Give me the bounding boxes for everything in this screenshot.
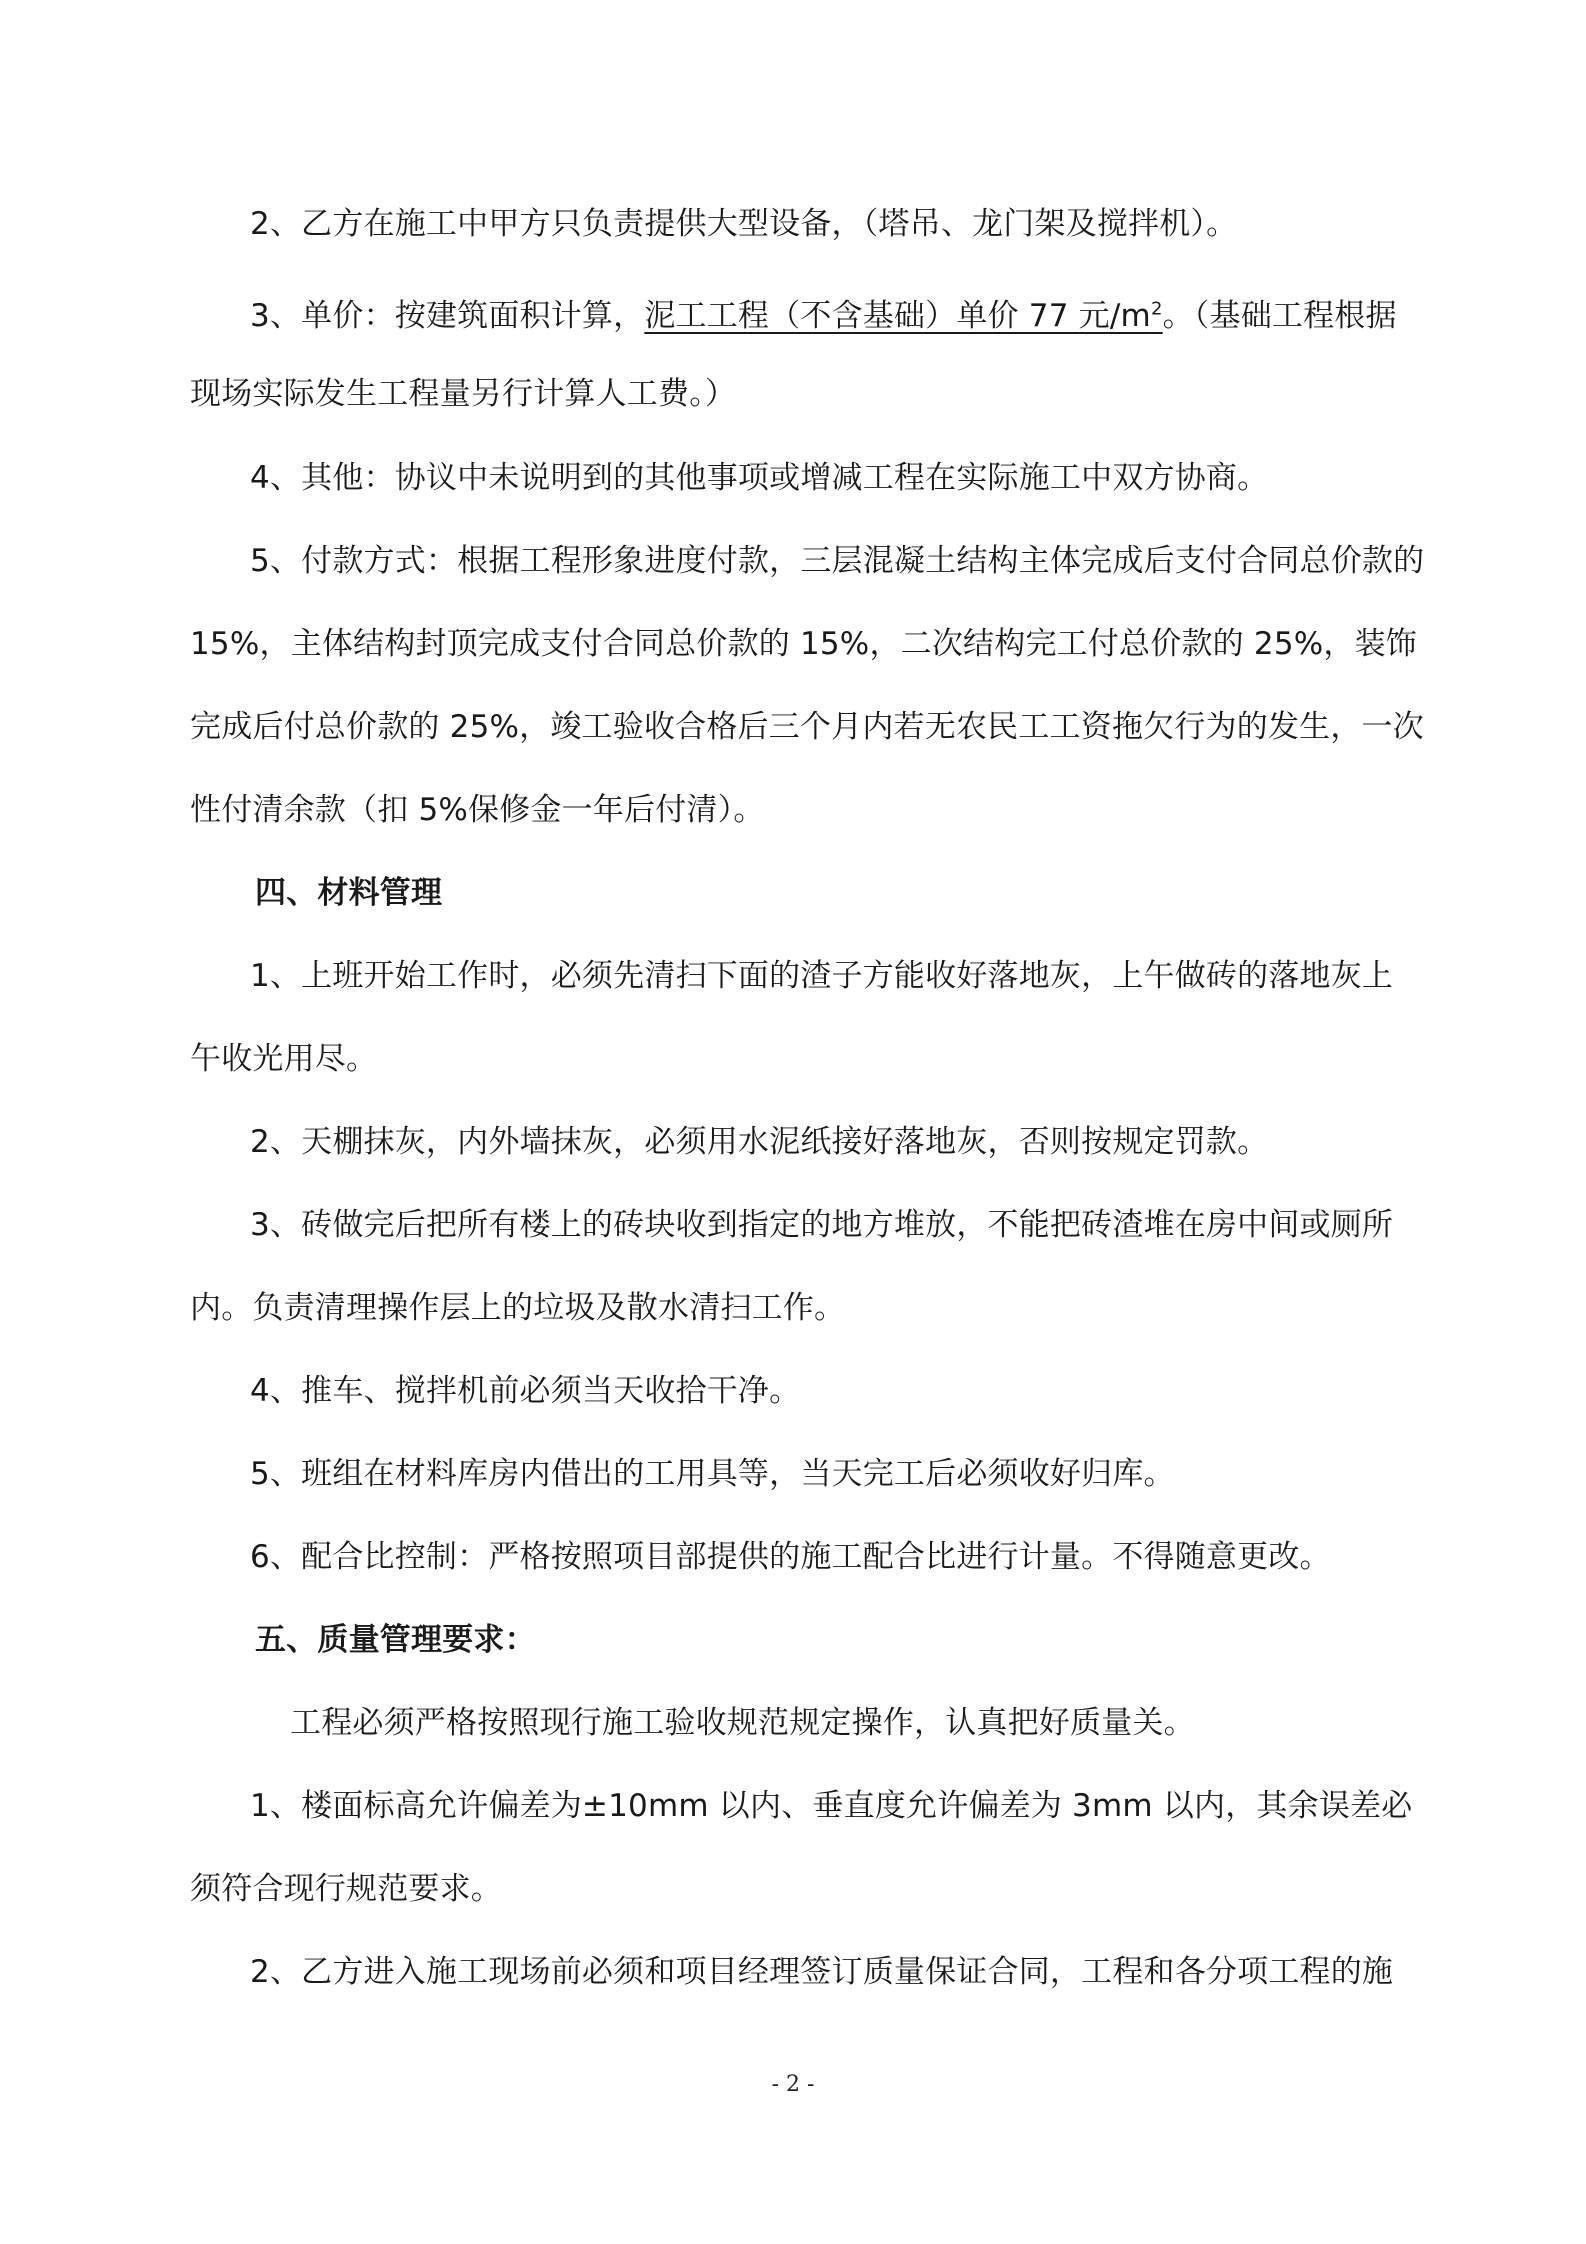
paragraph-line: 3、砖做完后把所有楼上的砖块收到指定的地方堆放，不能把砖渣堆在房中间或厕所 [250, 1207, 1394, 1243]
paragraph-line: 15%，主体结构封顶完成支付合同总价款的 15%，二次结构完工付总价款的 25%，装饰 [190, 626, 1418, 662]
text-span: 3、单价：按建筑面积计算， [250, 298, 645, 334]
paragraph-line: 1、楼面标高允许偏差为±10mm 以内、垂直度允许偏差为 3mm 以内，其余误差必 [250, 1788, 1413, 1824]
paragraph-line: 5、付款方式：根据工程形象进度付款，三层混凝土结构主体完成后支付合同总价款的 [250, 543, 1425, 579]
paragraph-line: 6、配合比控制：严格按照项目部提供的施工配合比进行计量。不得随意更改。 [250, 1539, 1331, 1575]
section-heading: 五、质量管理要求： [255, 1622, 536, 1658]
text-span: 。（基础工程根据 [1162, 298, 1397, 334]
paragraph-line: 2、天棚抹灰，内外墙抹灰，必须用水泥纸接好落地灰，否则按规定罚款。 [250, 1124, 1269, 1160]
paragraph-line: 工程必须严格按照现行施工验收规范规定操作，认真把好质量关。 [290, 1705, 1195, 1741]
paragraph-line: 5、班组在材料库房内借出的工用具等，当天完工后必须收好归库。 [250, 1456, 1175, 1492]
paragraph-line: 1、上班开始工作时，必须先清扫下面的渣子方能收好落地灰，上午做砖的落地灰上 [250, 958, 1394, 994]
section-heading: 四、材料管理 [255, 875, 443, 911]
paragraph-line: 性付清余款（扣 5%保修金一年后付清）。 [190, 792, 765, 828]
paragraph-line: 须符合现行规范要求。 [190, 1871, 502, 1907]
paragraph-line: 4、推车、搅拌机前必须当天收拾干净。 [250, 1373, 801, 1409]
superscript: 2 [1150, 298, 1163, 320]
paragraph-line [250, 296, 1490, 336]
paragraph-line: 4、其他：协议中未说明到的其他事项或增减工程在实际施工中双方协商。 [250, 460, 1269, 496]
underlined-text [644, 298, 1162, 334]
paragraph-line: 2、乙方在施工中甲方只负责提供大型设备，（塔吊、龙门架及搅拌机）。 [250, 206, 1238, 242]
paragraph-line: 内。负责清理操作层上的垃圾及散水清扫工作。 [190, 1290, 846, 1326]
paragraph-line: 2、乙方进入施工现场前必须和项目经理签订质量保证合同，工程和各分项工程的施 [250, 1954, 1394, 1990]
paragraph-line: 现场实际发生工程量另行计算人工费。） [190, 376, 737, 412]
page-number: - 2 - [771, 2072, 815, 2097]
text-span: 泥工工程（不含基础）单价 77 元/m [644, 298, 1151, 334]
paragraph-line: 完成后付总价款的 25%，竣工验收合格后三个月内若无农民工工资拖欠行为的发生，一次 [190, 709, 1424, 745]
paragraph-line: 午收光用尽。 [190, 1041, 378, 1077]
